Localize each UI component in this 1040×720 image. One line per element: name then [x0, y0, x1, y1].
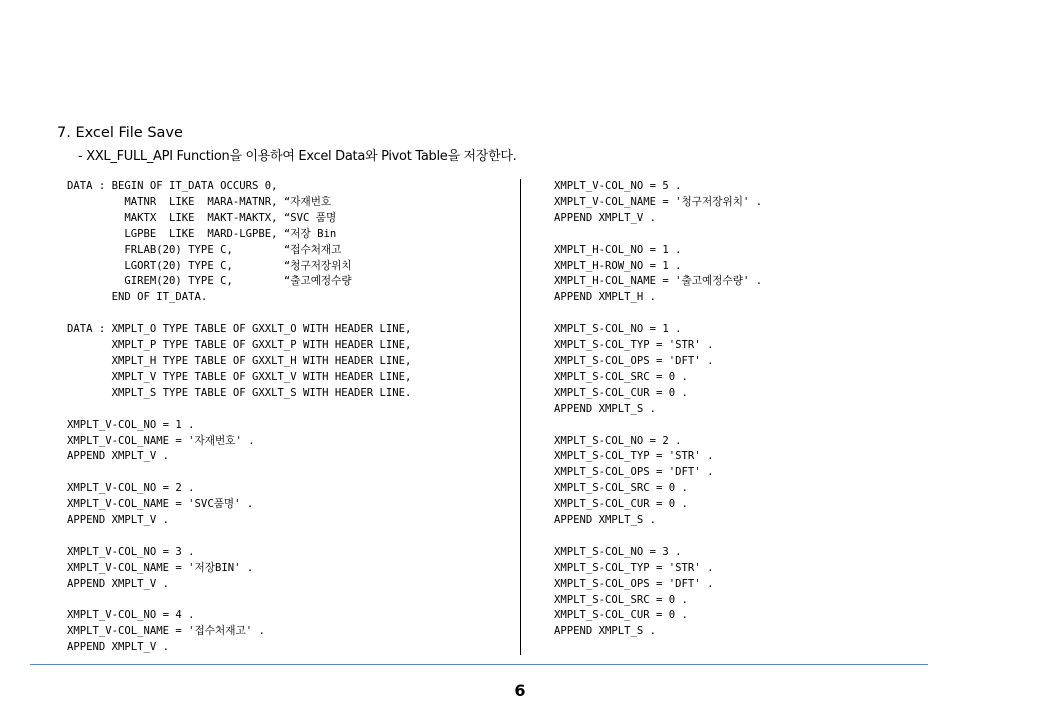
code-line: XMPLT_V-COL_NAME = '접수처재고' .	[67, 625, 265, 638]
code-line	[67, 593, 411, 609]
code-line	[554, 227, 762, 243]
code-line	[554, 418, 762, 434]
code-line: XMPLT_S-COL_NO = 3 .	[554, 545, 682, 558]
code-line: XMPLT_V-COL_NAME = '저장BIN' .	[67, 561, 254, 574]
code-line: XMPLT_P TYPE TABLE OF GXXLT_P WITH HEADER LINE,	[67, 339, 412, 352]
code-line: LGORT(20) TYPE C, “청구저장위치	[67, 259, 352, 272]
code-line: XMPLT_S-COL_NO = 2 .	[554, 434, 682, 447]
code-line: APPEND XMPLT_H .	[554, 291, 657, 304]
code-line: XMPLT_V-COL_NO = 2 .	[67, 482, 195, 495]
code-line: MATNR LIKE MARA-MATNR, “자재번호	[67, 195, 332, 208]
code-line: XMPLT_S-COL_CUR = 0 .	[554, 609, 688, 622]
code-line: DATA : XMPLT_O TYPE TABLE OF GXXLT_O WITH HEADER LINE,	[67, 323, 412, 336]
code-line: XMPLT_S-COL_OPS = 'DFT' .	[554, 577, 714, 590]
code-line: APPEND XMPLT_V .	[67, 577, 170, 590]
code-line: XMPLT_V-COL_NO = 4 .	[67, 609, 195, 622]
code-line: XMPLT_S-COL_TYP = 'STR' .	[554, 450, 714, 463]
section-subtitle: - XXL_FULL_API Function을 이용하여 Excel Data와 Pivot Table을 저장한다.	[78, 149, 517, 164]
code-line: MAKTX LIKE MAKT-MAKTX, “SVC 품명	[67, 211, 337, 224]
code-line: XMPLT_V-COL_NAME = 'SVC품명' .	[67, 498, 254, 511]
section-title: 7. Excel File Save	[57, 125, 183, 141]
code-line: END OF IT_DATA.	[67, 291, 208, 304]
code-line: APPEND XMPLT_V .	[67, 514, 170, 527]
code-line: APPEND XMPLT_V .	[554, 211, 657, 224]
code-line: XMPLT_V-COL_NO = 5 .	[554, 180, 682, 192]
code-line: XMPLT_V TYPE TABLE OF GXXLT_V WITH HEADER LINE,	[67, 370, 412, 383]
code-line: APPEND XMPLT_V .	[67, 450, 170, 463]
code-line: XMPLT_V-COL_NAME = '자재번호' .	[67, 434, 255, 447]
code-line: XMPLT_S-COL_CUR = 0 .	[554, 498, 688, 511]
code-line: XMPLT_S TYPE TABLE OF GXXLT_S WITH HEADER LINE.	[67, 386, 412, 399]
code-line: LGPBE LIKE MARD-LGPBE, “저장 Bin	[67, 227, 337, 240]
code-block-right	[554, 179, 762, 640]
code-line: XMPLT_S-COL_SRC = 0 .	[554, 482, 688, 495]
code-line: GIREM(20) TYPE C, “출고예정수량	[67, 275, 352, 288]
code-block-left	[67, 179, 411, 656]
column-divider	[520, 179, 521, 655]
code-line	[67, 465, 411, 481]
code-line: XMPLT_S-COL_CUR = 0 .	[554, 386, 688, 399]
code-line	[67, 529, 411, 545]
page-number: 6	[514, 681, 526, 700]
code-line: XMPLT_H-ROW_NO = 1 .	[554, 259, 682, 272]
code-line: XMPLT_H-COL_NAME = '출고예정수량' .	[554, 275, 763, 288]
code-line: APPEND XMPLT_S .	[554, 402, 657, 415]
code-line: APPEND XMPLT_S .	[554, 625, 657, 638]
footer-rule	[30, 664, 928, 665]
code-line: XMPLT_S-COL_SRC = 0 .	[554, 370, 688, 383]
code-line	[554, 306, 762, 322]
code-line: XMPLT_V-COL_NAME = '청구저장위치' .	[554, 195, 763, 208]
code-line: XMPLT_S-COL_OPS = 'DFT' .	[554, 466, 714, 479]
code-line: XMPLT_S-COL_OPS = 'DFT' .	[554, 354, 714, 367]
code-line: XMPLT_V-COL_NO = 1 .	[67, 418, 195, 431]
code-line: XMPLT_S-COL_TYP = 'STR' .	[554, 339, 714, 352]
code-line: XMPLT_H-COL_NO = 1 .	[554, 243, 682, 256]
code-line: XMPLT_S-COL_TYP = 'STR' .	[554, 561, 714, 574]
code-line: XMPLT_S-COL_SRC = 0 .	[554, 593, 688, 606]
code-line	[67, 402, 411, 418]
code-line	[554, 529, 762, 545]
code-line: FRLAB(20) TYPE C, “접수처재고	[67, 243, 342, 256]
code-line: DATA : BEGIN OF IT_DATA OCCURS 0,	[67, 180, 278, 192]
code-line: XMPLT_H TYPE TABLE OF GXXLT_H WITH HEADER LINE,	[67, 354, 412, 367]
code-line: XMPLT_V-COL_NO = 3 .	[67, 545, 195, 558]
code-line: XMPLT_S-COL_NO = 1 .	[554, 323, 682, 336]
code-line: APPEND XMPLT_S .	[554, 514, 657, 527]
code-line	[67, 306, 411, 322]
code-line: APPEND XMPLT_V .	[67, 641, 170, 654]
